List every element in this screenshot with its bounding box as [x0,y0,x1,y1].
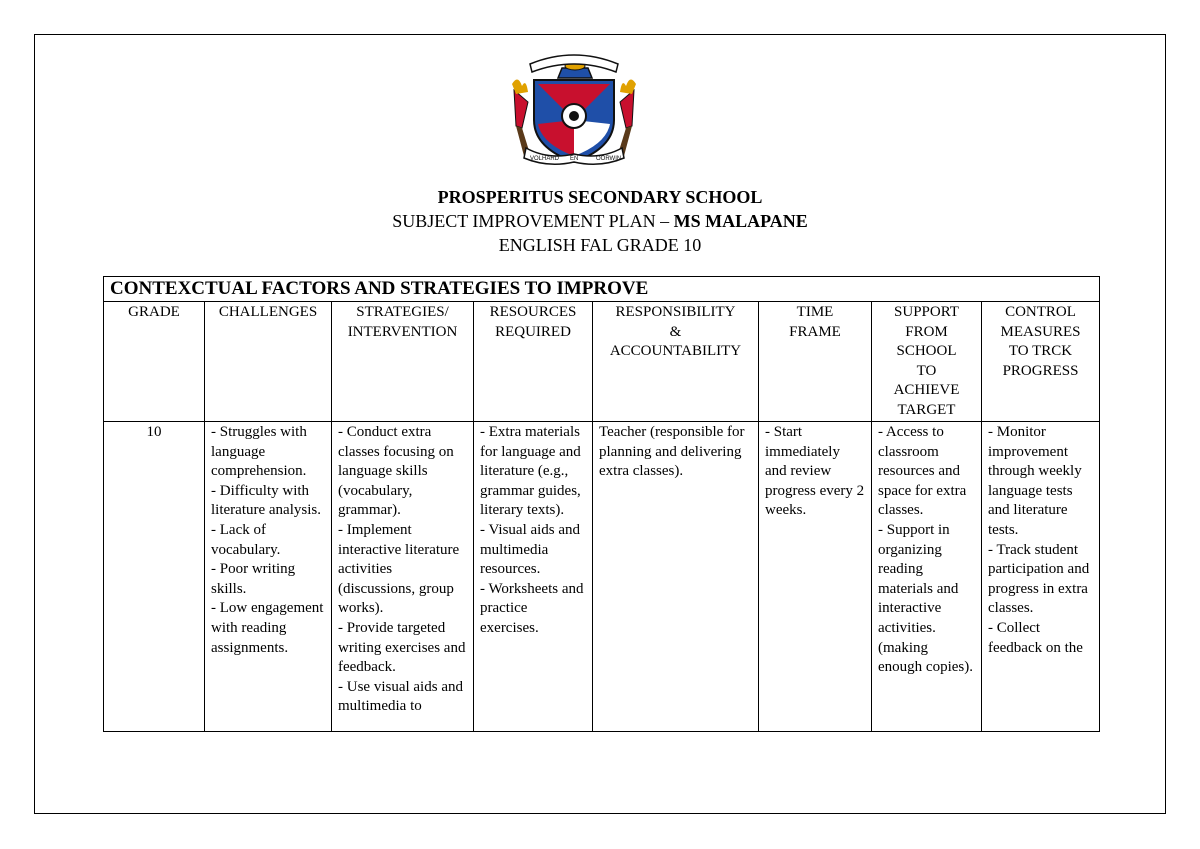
table-header-row [104,302,1100,422]
cell-line: - Implement interactive literature activities (discussions, group works). [338,521,460,617]
plan-title [0,210,1200,232]
column-header: RESOURCES REQUIRED [474,302,593,422]
column-header: STRATEGIES/ INTERVENTION [332,302,474,422]
responsibility-cell [593,422,759,732]
table-row [104,422,1100,732]
plan-title-prefix: SUBJECT IMPROVEMENT PLAN – [392,211,674,231]
column-header: CONTROL MEASURES TO TRCK PROGRESS [982,302,1100,422]
challenges-cell [205,422,332,732]
cell-line: - Collect feedback on the [988,619,1083,656]
support-cell [872,422,982,732]
cell-line: - Provide targeted writing exercises and feedback. [338,619,466,676]
crest-motto-left: VOLHARD [530,156,560,162]
column-header: GRADE [104,302,205,422]
column-header: CHALLENGES [205,302,332,422]
cell-line: - Track student participation and progress in extra classes. [988,541,1090,617]
cell-line: - Difficulty with literature analysis. [211,482,321,519]
column-header: TIME FRAME [759,302,872,422]
column-header: SUPPORT FROM SCHOOL TO ACHIEVE TARGET [872,302,982,422]
school-name: PROSPERITUS SECONDARY SCHOOL [437,187,763,207]
cell-line: - Monitor improvement through weekly language tests and literature tests. [988,424,1082,538]
cell-line: - Worksheets and practice exercises. [480,580,584,636]
school-crest-logo [508,50,640,168]
column-header: RESPONSIBILITY & ACCOUNTABILITY [593,302,759,422]
cell-line: - Start immediately and review progress every 2 weeks. [765,424,865,519]
cell-line: - Access to classroom resources and space for extra classes. [878,424,967,519]
strategies-cell [332,422,474,732]
cell-line: - Poor writing skills. [211,561,296,597]
crest-motto-right: OORWIN [596,156,622,162]
control-measures-cell [982,422,1100,732]
cell-line: - Use visual aids and multimedia to [338,678,463,715]
cell-line: - Support in organizing reading materials and interactive activities. (making enough copies). [878,521,973,676]
cell-line: - Struggles with language comprehension. [211,424,307,480]
cell-line: - Visual aids and multimedia resources. [480,521,581,578]
subject-line: ENGLISH FAL GRADE 10 [498,235,702,255]
crest-motto-mid: EN [570,156,579,162]
section-title: CONTEXCTUAL FACTORS AND STRATEGIES TO IMPROVE [104,277,1100,302]
improvement-plan-table [103,276,1100,732]
time-frame-cell [759,422,872,732]
plan-teacher: MS MALAPANE [673,211,808,231]
grade-cell: 10 [104,422,205,732]
cell-line: Teacher (responsible for planning and delivering extra classes). [599,424,745,480]
cell-line: - Conduct extra classes focusing on language skills (vocabulary, grammar). [338,424,454,519]
resources-cell [474,422,593,732]
cell-line: - Extra materials for language and literature (e.g., grammar guides, literary texts). [480,424,581,519]
cell-line: - Low engagement with reading assignments. [211,600,324,656]
cell-line: - Lack of vocabulary. [211,521,281,558]
